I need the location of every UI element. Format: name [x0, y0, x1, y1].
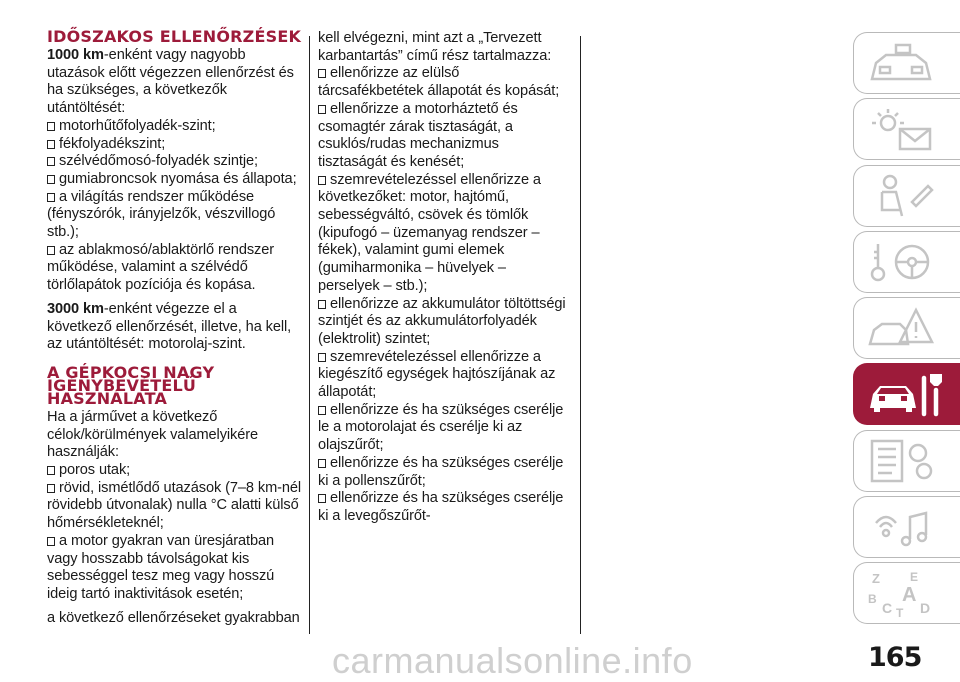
- list-item-text: ellenőrizze és ha szükséges cserélje le a motorolajat és cserélje ki az olajszűrőt;: [318, 401, 564, 454]
- list-item-text: rövid, ismétlődő utazások (7–8 km-nél rövidebb útvonalak) nulla °C alatti külső hőmérsékleteknél;: [47, 479, 302, 532]
- index-letter-t: T: [896, 606, 904, 620]
- tab-starting-driving[interactable]: [853, 231, 960, 293]
- column-divider-right: [580, 36, 581, 634]
- list-item: [318, 455, 568, 490]
- list-item-text: a világítás rendszer működése (fényszórók, irányjelzők, vészvillogó stb.);: [47, 188, 276, 241]
- list-item: [47, 189, 302, 242]
- tab-technical-data[interactable]: [853, 430, 960, 492]
- car-wrench-icon: [866, 370, 946, 420]
- bold-1000km: 1000 km: [47, 47, 104, 63]
- index-letter-z: Z: [872, 571, 880, 587]
- heading-heavy-use: A GÉPKOCSI NAGY IGÉNYBEVÉTELŰ HASZNÁLATA: [47, 362, 215, 408]
- tab-emergency[interactable]: [853, 297, 960, 359]
- checkbox-bullet-icon: [47, 193, 55, 202]
- paragraph-more-frequent: a következő ellenőrzéseket gyakrabban: [47, 609, 300, 626]
- paragraph-continuation: kell elvégezni, mint azt a „Tervezett karbantartás” című rész tartalmazza:: [318, 30, 552, 64]
- alphabet-index-icon: [866, 569, 946, 619]
- checkbox-bullet-icon: [318, 459, 326, 468]
- tab-maintenance[interactable]: [853, 363, 960, 425]
- tab-dashboard[interactable]: [853, 32, 960, 94]
- page-number: 165: [868, 642, 922, 673]
- list-gears-icon: [866, 437, 946, 487]
- tab-multimedia[interactable]: [853, 496, 960, 558]
- tab-index[interactable]: [853, 562, 960, 624]
- paragraph-3000km: [47, 301, 302, 354]
- list-item-text: ellenőrizze és ha szükséges cserélje ki a pollenszűrőt;: [318, 454, 564, 489]
- text-1000km: -enként vagy nagyobb utazások előtt végezzen ellenőrzést és ha szükséges, a következők utántöltését:: [47, 47, 294, 117]
- airbag-seat-icon: [866, 172, 946, 222]
- bold-3000km: 3000 km: [47, 300, 104, 317]
- text-3000km: -enként végezze el a következő ellenőrzését, illetve, ha kell, az utántöltését: motorolaj-szint.: [47, 300, 292, 353]
- checkbox-bullet-icon: [318, 494, 326, 503]
- list-item-text: poros utak;: [59, 462, 131, 479]
- list-item-text: ellenőrizze az elülső tárcsafékbetétek állapotát és kopását;: [318, 65, 560, 100]
- list-item-text: fékfolyadékszint;: [59, 135, 166, 152]
- list-item: [47, 171, 302, 189]
- checkbox-bullet-icon: [47, 484, 55, 493]
- checkbox-bullet-icon: [47, 537, 55, 546]
- check-list-2: [47, 462, 302, 604]
- warning-lights-mail-icon: [866, 105, 946, 155]
- list-item: [47, 533, 302, 604]
- checkbox-bullet-icon: [318, 406, 326, 415]
- list-item: [318, 65, 568, 100]
- list-item: [47, 136, 302, 154]
- list-item-text: ellenőrizze az akkumulátor töltöttségi szintjét és az akkumulátorfolyadék (elektrolit) szintet;: [318, 295, 566, 347]
- tab-safety[interactable]: [853, 165, 960, 227]
- right-column: [318, 30, 568, 526]
- index-letter-e: E: [910, 570, 919, 585]
- checkbox-bullet-icon: [318, 300, 326, 309]
- checkbox-bullet-icon: [318, 105, 326, 114]
- list-item: [47, 480, 302, 533]
- index-letter-c: C: [882, 600, 893, 617]
- index-letter-a: A: [902, 584, 917, 607]
- watermark: carmanualsonline.info: [332, 640, 693, 681]
- list-item-text: szemrevételezéssel ellenőrizze a kiegészítő egységek hajtószíjának az állapotát;: [318, 348, 556, 401]
- checkbox-bullet-icon: [47, 140, 55, 149]
- key-steering-wheel-icon: [866, 238, 946, 288]
- list-item-text: ellenőrizze és ha szükséges cserélje ki a levegőszűrőt-: [318, 490, 564, 524]
- list-item-text: az ablakmosó/ablaktörlő rendszer működése, valamint a szélvédő törlőlapátok pozíciója és kopása.: [47, 241, 275, 294]
- tab-warning-lights[interactable]: [853, 98, 960, 160]
- column-divider: [309, 36, 310, 634]
- list-item-text: szemrevételezéssel ellenőrizze a következőket: motor, hajtómű, sebességváltó, csövek és tömlők (kipufogó – üzemanyag rendszer – fékek), valamint gumi elemek (gumiharmonika – hüvelyek – perselyek – stb.);: [318, 171, 541, 294]
- index-letter-b: B: [868, 592, 877, 607]
- list-item: [47, 242, 302, 295]
- checkbox-bullet-icon: [318, 69, 326, 78]
- heading-periodic-checks: IDŐSZAKOS ELLENŐRZÉSEK: [47, 27, 302, 46]
- list-item-text: a motor gyakran van üresjáratban vagy hosszabb távolságokat kis sebességgel tesz meg vagy hosszú ideig tartó inaktivitások esetén;: [47, 532, 275, 602]
- checkbox-bullet-icon: [47, 175, 55, 184]
- list-item: [318, 101, 568, 172]
- list-item: [318, 490, 568, 525]
- checkbox-bullet-icon: [47, 157, 55, 166]
- chapter-tabs: [853, 32, 960, 629]
- car-dashboard-icon: [866, 39, 946, 89]
- car-accident-warning-icon: [866, 304, 946, 354]
- list-item-text: gumiabroncsok nyomása és állapota;: [59, 170, 297, 187]
- index-letter-d: D: [920, 600, 931, 617]
- list-item: [318, 172, 568, 296]
- checkbox-bullet-icon: [47, 466, 55, 475]
- list-item-text: szélvédőmosó-folyadék szintje;: [59, 153, 258, 170]
- list-item: [318, 296, 568, 349]
- checkbox-bullet-icon: [318, 353, 326, 362]
- checkbox-bullet-icon: [47, 246, 55, 255]
- check-list-3: [318, 65, 568, 525]
- list-item-text: ellenőrizze a motorháztető és csomagtér zárak tisztaságát, a csuklós/rudas mechanizmus tisztaságát és kenését;: [318, 100, 518, 170]
- paragraph-1000km: [47, 47, 302, 118]
- media-music-icon: [866, 503, 946, 553]
- list-item: [47, 153, 302, 171]
- list-item: [47, 462, 302, 480]
- check-list-1: [47, 118, 302, 295]
- left-column: [47, 27, 302, 627]
- list-item-text: motorhűtőfolyadék-szint;: [59, 117, 216, 134]
- checkbox-bullet-icon: [318, 176, 326, 185]
- list-item: [318, 349, 568, 402]
- list-item: [318, 402, 568, 455]
- paragraph-heavy-use-intro: Ha a járművet a következő célok/körülmények valamelyikére használják:: [47, 408, 259, 461]
- checkbox-bullet-icon: [47, 122, 55, 131]
- list-item: [47, 118, 302, 136]
